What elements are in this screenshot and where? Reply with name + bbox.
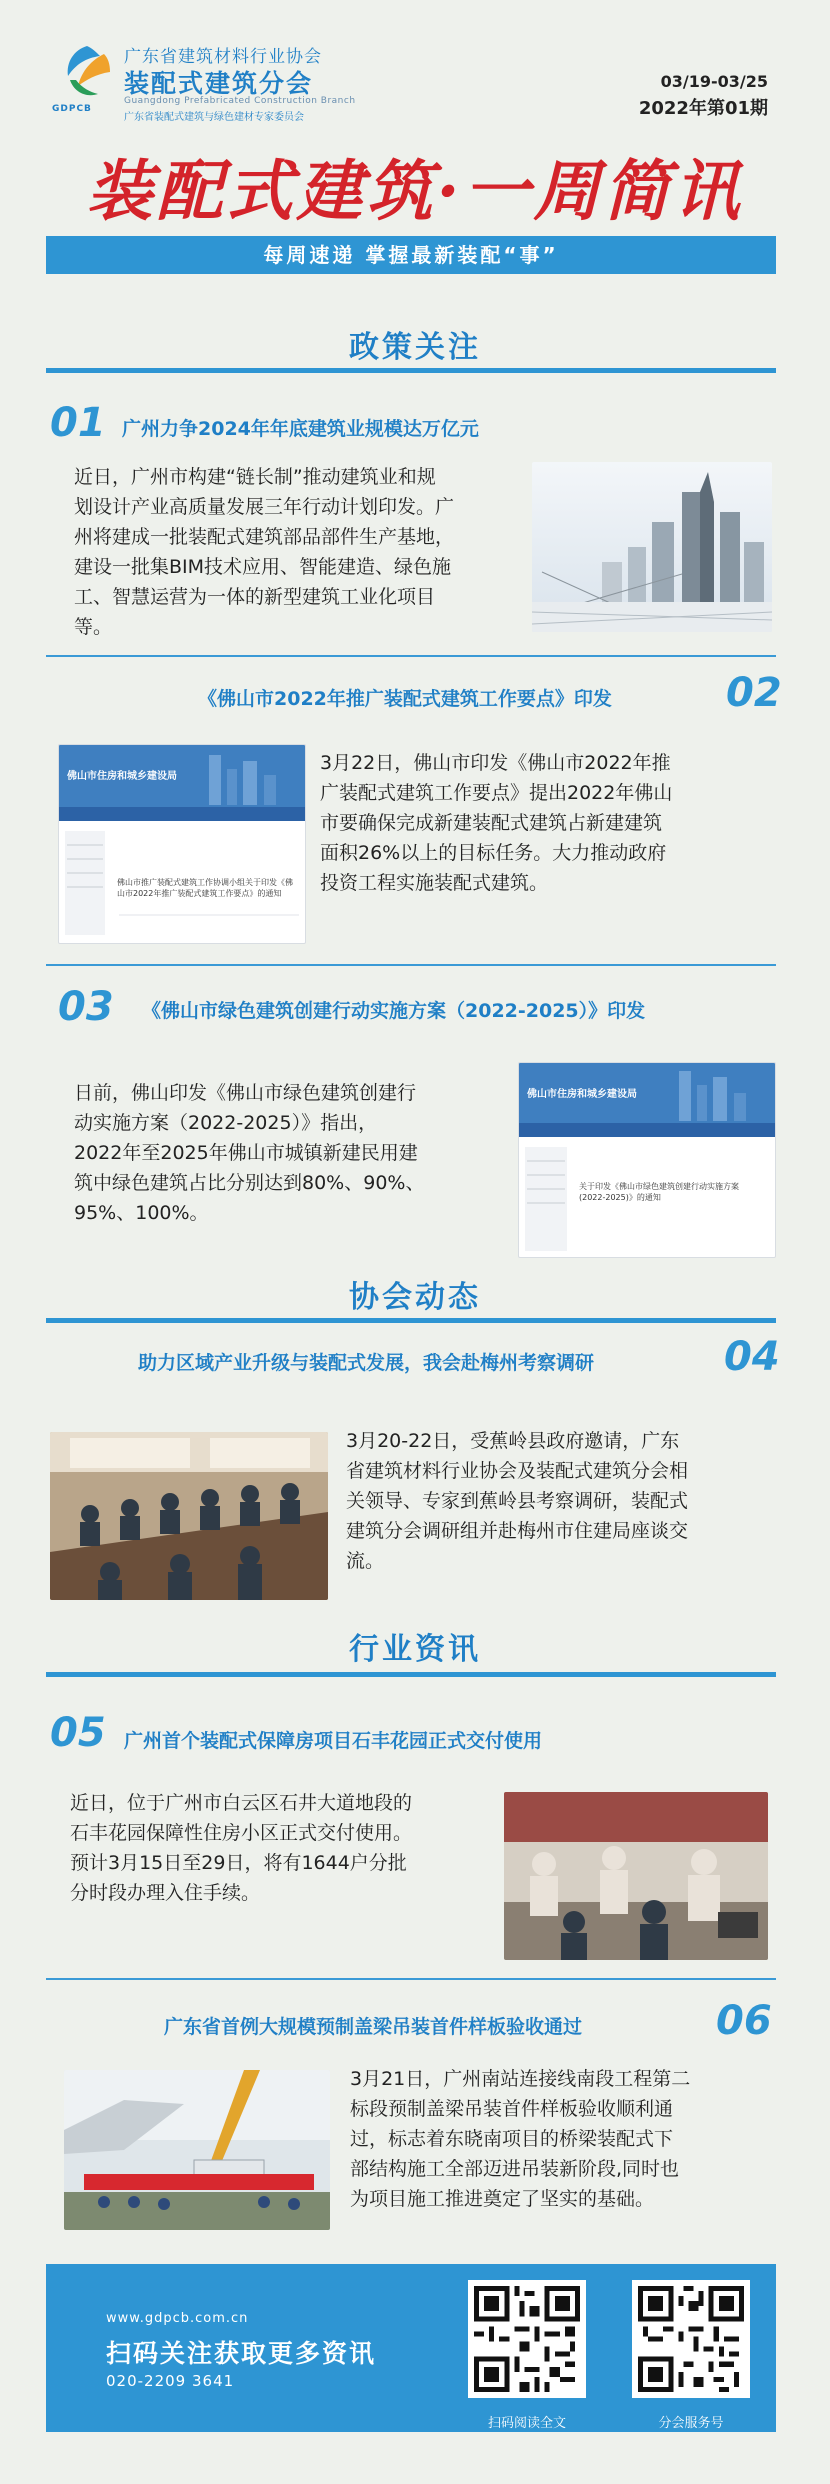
item-title: 《佛山市2022年推广装配式建筑工作要点》印发	[198, 688, 612, 710]
section-title-policy: 政策关注	[349, 330, 481, 365]
item-title: 广州首个装配式保障房项目石丰花园正式交付使用	[124, 1730, 543, 1752]
document-webpage-screenshot	[518, 1062, 776, 1258]
site-name: 佛山市住房和城乡建设局	[67, 771, 177, 782]
meeting-photo	[50, 1432, 328, 1600]
website-link[interactable]: www.gdpcb.com.cn	[106, 2311, 249, 2326]
item-body: 3月22日，佛山市印发《佛山市2022年推 广装配式建筑工作要点》提出2022年佛山 市要确保完成新建装配式建筑占新建建筑 面积26%以上的目标任务。大力推动政府 投资工程实施装配式建筑。	[320, 752, 673, 894]
document-webpage-screenshot	[58, 744, 306, 944]
site-name: 佛山市住房和城乡建设局	[527, 1089, 637, 1100]
qr-code-read-full-text[interactable]	[468, 2280, 586, 2398]
qr-code-service-account[interactable]	[632, 2280, 750, 2398]
section-divider	[46, 368, 776, 373]
org-name-line2: 装配式建筑分会	[124, 69, 314, 98]
item-number: 05	[50, 1710, 106, 1756]
item-number: 06	[716, 1998, 772, 2044]
item-divider	[46, 1978, 776, 1980]
item-number: 03	[58, 984, 114, 1030]
item-title: 助力区域产业升级与装配式发展，我会赴梅州考察调研	[138, 1352, 595, 1374]
doc-title: 佛山市推广装配式建筑工作协调小组关于印发《佛 山市2022年推广装配式建筑工作要点》的通知	[117, 878, 293, 898]
contact-phone: 020-2209 3641	[106, 2372, 235, 2390]
newsletter-title: 装配式建筑·一周简讯	[86, 152, 744, 230]
section-title-industry: 行业资讯	[349, 1632, 481, 1667]
issue-date-range: 03/19-03/25	[660, 72, 768, 91]
item-body: 3月20-22日，受蕉岭县政府邀请，广东 省建筑材料行业协会及装配式建筑分会相 关领导、专家到蕉岭县考察调研，装配式 建筑分会调研组并赴梅州市住建局座谈交 流。	[346, 1430, 689, 1572]
item-body: 日前，佛山印发《佛山市绿色建筑创建行 动实施方案（2022-2025）》指出， 2022年至2025年佛山市城镇新建民用建 筑中绿色建筑占比分别达到80%、90%、 95%、100%。	[74, 1082, 425, 1224]
item-title: 广东省首例大规模预制盖梁吊装首件样板验收通过	[164, 2016, 583, 2038]
section-divider	[46, 1318, 776, 1323]
handover-photo	[504, 1792, 768, 1960]
item-divider	[46, 655, 776, 657]
logo-text: GDPCB	[52, 104, 92, 114]
item-divider	[46, 964, 776, 966]
item-body: 3月21日，广州南站连接线南段工程第二 标段预制盖梁吊装首件样板验收顺利通 过，标志着东晓南项目的桥梁装配式下 部结构施工全部迈进吊装新阶段,同时也 为项目施工推进奠定了坚实的基础。	[350, 2068, 691, 2210]
org-name-english: Guangdong Prefabricated Construction Branch	[124, 96, 356, 106]
issue-number: 2022年第01期	[638, 98, 768, 119]
section-divider	[46, 1672, 776, 1677]
association-logo-icon	[56, 40, 118, 102]
org-name-line1: 广东省建筑材料行业协会	[124, 47, 322, 67]
bridge-construction-photo	[64, 2070, 330, 2230]
item-number: 02	[726, 670, 782, 716]
item-number: 01	[50, 400, 106, 446]
qr-label-service-account: 分会服务号	[658, 2416, 724, 2431]
org-name-committee: 广东省装配式建筑与绿色建材专家委员会	[124, 112, 304, 123]
qr-label-read-full-text: 扫码阅读全文	[487, 2416, 566, 2431]
item-title: 《佛山市绿色建筑创建行动实施方案（2022-2025）》印发	[142, 1000, 646, 1022]
skyline-photo	[532, 462, 772, 632]
item-body: 近日，广州市构建“链长制”推动建筑业和规 划设计产业高质量发展三年行动计划印发。广 州将建成一批装配式建筑部品部件生产基地， 建设一批集BIM技术应用、智能建造、绿色施 工、智慧运营为一体的新型建筑工业化项目 等。	[74, 466, 455, 638]
item-body: 近日，位于广州市白云区石井大道地段的 石丰花园保障性住房小区正式交付使用。 预计3月15日至29日，将有1644户分批 分时段办理入住手续。	[70, 1792, 413, 1904]
scan-prompt: 扫码关注获取更多资讯	[106, 2339, 377, 2368]
item-number: 04	[724, 1334, 780, 1380]
doc-title: 关于印发《佛山市绿色建筑创建行动实施方案 (2022-2025)》的通知	[579, 1182, 739, 1202]
section-title-association: 协会动态	[349, 1280, 481, 1315]
slogan-bar: 每周速递 掌握最新装配“事”	[46, 236, 776, 274]
item-title: 广州力争2024年年底建筑业规模达万亿元	[122, 418, 479, 440]
